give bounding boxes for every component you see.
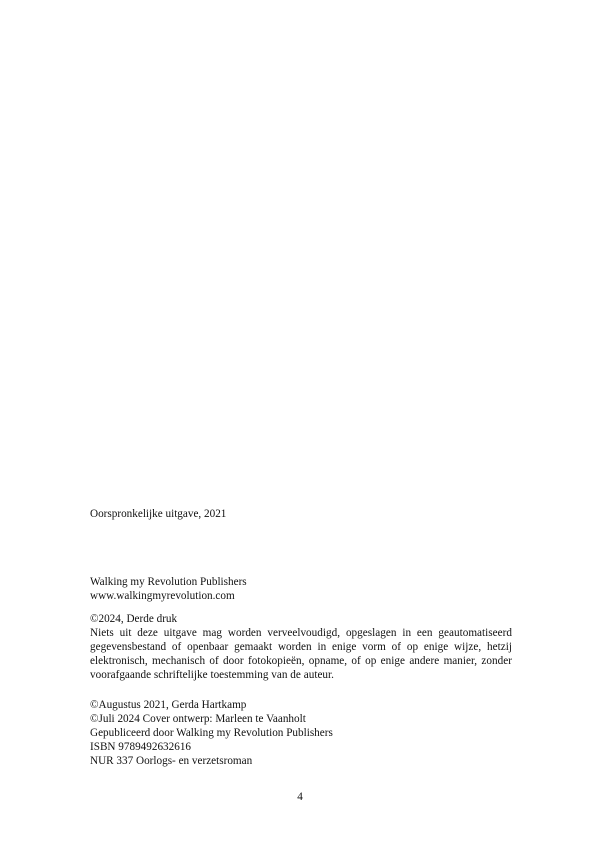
edition-line: ©2024, Derde druk [90,613,178,625]
published-by-line: Gepubliceerd door Walking my Revolution Publishers [90,727,333,739]
page-number: 4 [297,791,303,803]
original-edition-block [90,507,512,521]
nur-line: NUR 337 Oorlogs- en verzetsroman [90,755,253,767]
isbn-line: ISBN 9789492632616 [90,741,192,753]
copyright-notice: Niets uit deze uitgave mag worden verveelvoudigd, opgeslagen in een geautomatiseerd gegevensbestand of openbaar gemaakt worden in enige vorm of op enige wijze, hetzij elektronisch, mechanisch of door fotokopieën, opname, of op enige andere manier, zonder voorafgaande schriftelijke toestemming van de auteur. [90,627,512,681]
author-copyright-line: ©Augustus 2021, Gerda Hartkamp [90,699,247,711]
publisher-name: Walking my Revolution Publishers [90,576,247,588]
rights-block [90,612,512,682]
publisher-block [90,575,512,603]
credits-block [90,698,512,768]
original-edition-line: Oorspronkelijke uitgave, 2021 [90,508,227,520]
cover-credit-line: ©Juli 2024 Cover ontwerp: Marleen te Vaanholt [90,713,306,725]
publisher-website: www.walkingmyrevolution.com [90,590,235,602]
